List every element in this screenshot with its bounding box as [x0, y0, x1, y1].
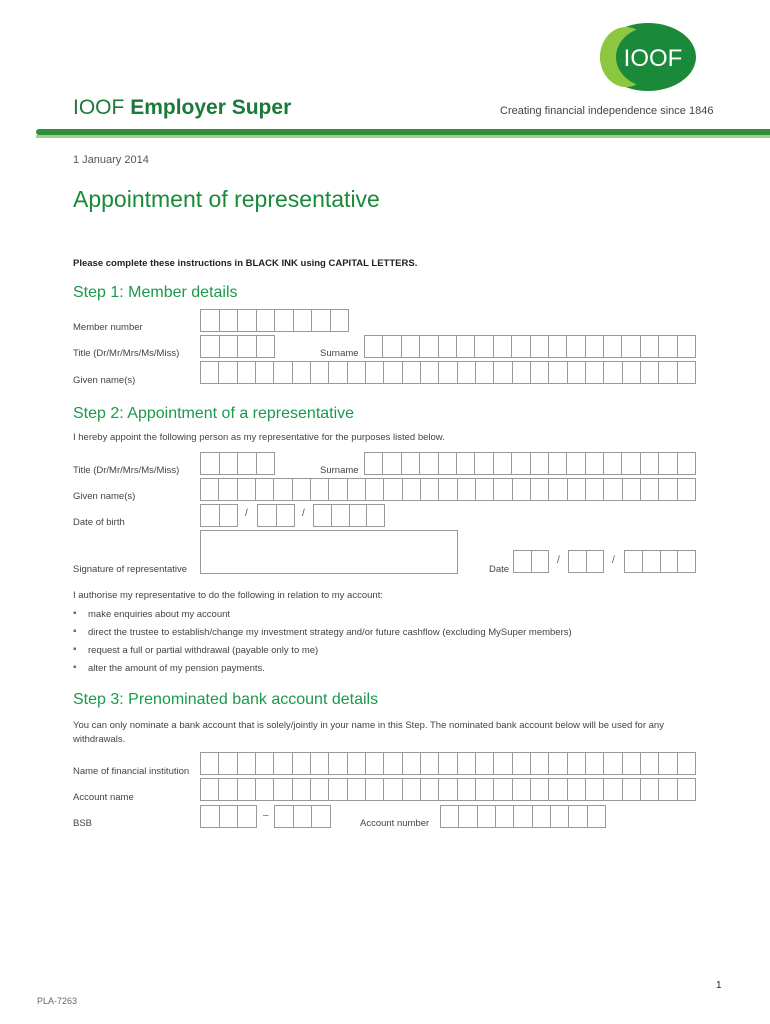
- institution-label: Name of financial institution: [73, 766, 190, 777]
- character-box[interactable]: [512, 336, 530, 357]
- sign-date-slash-1: /: [557, 555, 560, 566]
- character-box[interactable]: [567, 336, 585, 357]
- character-box[interactable]: [201, 479, 219, 500]
- character-box[interactable]: [365, 453, 383, 474]
- character-box[interactable]: [348, 779, 366, 800]
- character-box[interactable]: [366, 479, 384, 500]
- character-box[interactable]: [568, 362, 586, 383]
- sign-date-slash-2: /: [612, 555, 615, 566]
- character-box[interactable]: [439, 362, 457, 383]
- member-number-label: Member number: [73, 322, 143, 333]
- character-box[interactable]: [604, 453, 622, 474]
- list-item: ▪ direct the trustee to establish/change my investment strategy and/or future cashflow (excluding MySuper members): [73, 627, 572, 645]
- character-box[interactable]: [275, 806, 294, 827]
- character-box[interactable]: [588, 806, 605, 827]
- character-box[interactable]: [275, 310, 294, 331]
- rep-title-field[interactable]: [200, 452, 275, 475]
- institution-field[interactable]: [200, 752, 696, 775]
- given-names-label: Given name(s): [73, 375, 136, 386]
- list-item: ▪ alter the amount of my pension payments.: [73, 663, 572, 681]
- authorise-list: [73, 609, 572, 681]
- character-box[interactable]: [549, 362, 567, 383]
- character-box[interactable]: [293, 779, 311, 800]
- character-box[interactable]: [201, 505, 220, 526]
- character-box[interactable]: [476, 479, 494, 500]
- character-box[interactable]: [311, 479, 329, 500]
- dob-month-field[interactable]: [257, 504, 295, 527]
- member-title-field[interactable]: [200, 335, 275, 358]
- character-box[interactable]: [312, 806, 330, 827]
- list-item: ▪ make enquiries about my account: [73, 609, 572, 627]
- character-box[interactable]: [659, 362, 677, 383]
- dob-slash-1: /: [245, 508, 248, 519]
- character-box[interactable]: [238, 479, 256, 500]
- brand-title: [73, 96, 291, 120]
- character-box[interactable]: [678, 753, 695, 774]
- character-box[interactable]: [513, 779, 531, 800]
- character-box[interactable]: [641, 753, 659, 774]
- character-box[interactable]: [643, 551, 661, 572]
- page-number: 1: [716, 980, 722, 991]
- document-date: 1 January 2014: [73, 154, 149, 166]
- character-box[interactable]: [258, 505, 277, 526]
- character-box[interactable]: [568, 779, 586, 800]
- character-box[interactable]: [604, 753, 622, 774]
- character-box[interactable]: [277, 505, 295, 526]
- character-box[interactable]: [569, 551, 587, 572]
- character-box[interactable]: [623, 479, 641, 500]
- character-box[interactable]: [365, 336, 383, 357]
- character-box[interactable]: [459, 806, 477, 827]
- character-box[interactable]: [329, 753, 347, 774]
- character-box[interactable]: [366, 362, 384, 383]
- character-box[interactable]: [641, 453, 659, 474]
- character-box[interactable]: [201, 453, 220, 474]
- character-box[interactable]: [366, 779, 384, 800]
- sign-date-day-field[interactable]: [513, 550, 549, 573]
- character-box[interactable]: [494, 479, 512, 500]
- character-box[interactable]: [478, 806, 496, 827]
- step3-heading: Step 3: Prenominated bank account details: [73, 691, 379, 708]
- character-box[interactable]: [531, 479, 549, 500]
- character-box[interactable]: [568, 753, 586, 774]
- character-box[interactable]: [220, 453, 239, 474]
- list-item: ▪ request a full or partial withdrawal (payable only to me): [73, 645, 572, 663]
- character-box[interactable]: [201, 336, 220, 357]
- character-box[interactable]: [604, 336, 622, 357]
- character-box[interactable]: [604, 362, 622, 383]
- character-box[interactable]: [294, 806, 313, 827]
- character-box[interactable]: [220, 336, 239, 357]
- character-box[interactable]: [513, 362, 531, 383]
- brand-bold: Employer Super: [130, 96, 292, 119]
- character-box[interactable]: [312, 310, 331, 331]
- character-box[interactable]: [256, 753, 274, 774]
- character-box[interactable]: [348, 362, 366, 383]
- character-box[interactable]: [458, 779, 476, 800]
- account-number-label: Account number: [360, 818, 430, 829]
- rep-title-label: Title (Dr/Mr/Mrs/Ms/Miss): [73, 465, 180, 476]
- instructions: Please complete these instructions in BLACK INK using CAPITAL LETTERS.: [73, 258, 418, 269]
- character-box[interactable]: [238, 806, 256, 827]
- character-box[interactable]: [238, 453, 257, 474]
- character-box[interactable]: [220, 806, 239, 827]
- character-box[interactable]: [421, 779, 439, 800]
- character-box[interactable]: [332, 505, 350, 526]
- character-box[interactable]: [494, 336, 512, 357]
- dob-slash-2: /: [302, 508, 305, 519]
- header-rule-light: [36, 135, 770, 138]
- rep-surname-label: Surname: [320, 465, 359, 476]
- character-box[interactable]: [531, 453, 549, 474]
- account-name-field[interactable]: [200, 778, 696, 801]
- page-title: Appointment of representative: [73, 186, 380, 212]
- character-box[interactable]: [257, 453, 275, 474]
- bsb-field-1[interactable]: [200, 805, 257, 828]
- character-box[interactable]: [586, 779, 604, 800]
- character-box[interactable]: [294, 310, 313, 331]
- character-box[interactable]: [329, 779, 347, 800]
- character-box[interactable]: [661, 551, 679, 572]
- character-box[interactable]: [331, 310, 349, 331]
- character-box[interactable]: [587, 551, 604, 572]
- character-box[interactable]: [403, 779, 421, 800]
- character-box[interactable]: [458, 479, 476, 500]
- character-box[interactable]: [623, 779, 641, 800]
- character-box[interactable]: [586, 336, 604, 357]
- character-box[interactable]: [220, 505, 238, 526]
- ioof-logo: [596, 22, 696, 92]
- character-box[interactable]: [678, 779, 695, 800]
- character-box[interactable]: [531, 336, 549, 357]
- character-box[interactable]: [476, 779, 494, 800]
- character-box[interactable]: [586, 753, 604, 774]
- character-box[interactable]: [641, 336, 659, 357]
- character-box[interactable]: [350, 505, 368, 526]
- character-box[interactable]: [420, 336, 438, 357]
- character-box[interactable]: [514, 806, 532, 827]
- character-box[interactable]: [641, 779, 659, 800]
- step2-heading: Step 2: Appointment of a representative: [73, 405, 355, 422]
- character-box[interactable]: [314, 505, 332, 526]
- dob-day-field[interactable]: [200, 504, 238, 527]
- character-box[interactable]: [256, 479, 274, 500]
- character-box[interactable]: [238, 336, 257, 357]
- character-box[interactable]: [549, 336, 567, 357]
- character-box[interactable]: [420, 453, 438, 474]
- character-box[interactable]: [219, 779, 237, 800]
- step2-intro: I hereby appoint the following person as my representative for the purposes listed below.: [73, 432, 445, 443]
- bsb-label: BSB: [73, 818, 93, 829]
- character-box[interactable]: [659, 779, 677, 800]
- character-box[interactable]: [238, 310, 257, 331]
- character-box[interactable]: [439, 453, 457, 474]
- character-box[interactable]: [384, 779, 402, 800]
- character-box[interactable]: [366, 753, 384, 774]
- character-box[interactable]: [439, 479, 457, 500]
- character-box[interactable]: [384, 753, 402, 774]
- character-box[interactable]: [274, 362, 292, 383]
- character-box[interactable]: [496, 806, 514, 827]
- character-box[interactable]: [678, 336, 695, 357]
- character-box[interactable]: [257, 336, 275, 357]
- signature-label: Signature of representative: [73, 564, 188, 575]
- character-box[interactable]: [367, 505, 384, 526]
- character-box[interactable]: [659, 336, 677, 357]
- character-box[interactable]: [441, 806, 459, 827]
- character-box[interactable]: [201, 753, 219, 774]
- brand-prefix: IOOF: [73, 96, 125, 119]
- character-box[interactable]: [533, 806, 551, 827]
- character-box[interactable]: [678, 362, 695, 383]
- character-box[interactable]: [513, 479, 531, 500]
- character-box[interactable]: [458, 753, 476, 774]
- step1-heading: Step 1: Member details: [73, 284, 238, 301]
- character-box[interactable]: [586, 362, 604, 383]
- character-box[interactable]: [494, 779, 512, 800]
- character-box[interactable]: [659, 453, 677, 474]
- character-box[interactable]: [531, 362, 549, 383]
- character-box[interactable]: [586, 453, 604, 474]
- character-box[interactable]: [549, 753, 567, 774]
- character-box[interactable]: [201, 779, 219, 800]
- character-box[interactable]: [201, 362, 219, 383]
- account-name-label: Account name: [73, 792, 134, 803]
- character-box[interactable]: [274, 779, 292, 800]
- character-box[interactable]: [586, 479, 604, 500]
- character-box[interactable]: [678, 479, 695, 500]
- character-box[interactable]: [274, 479, 292, 500]
- sign-date-month-field[interactable]: [568, 550, 604, 573]
- character-box[interactable]: [604, 779, 622, 800]
- form-code: PLA-7263: [37, 996, 78, 1006]
- character-box[interactable]: [219, 362, 237, 383]
- character-box[interactable]: [641, 362, 659, 383]
- character-box[interactable]: [457, 336, 475, 357]
- character-box[interactable]: [403, 362, 421, 383]
- character-box[interactable]: [512, 453, 530, 474]
- character-box[interactable]: [623, 753, 641, 774]
- character-box[interactable]: [569, 806, 587, 827]
- sign-date-label: Date: [489, 564, 510, 575]
- character-box[interactable]: [201, 310, 220, 331]
- character-box[interactable]: [256, 362, 274, 383]
- character-box[interactable]: [458, 362, 476, 383]
- dob-label: Date of birth: [73, 517, 125, 528]
- surname-label: Surname: [320, 348, 359, 359]
- character-box[interactable]: [549, 479, 567, 500]
- character-box[interactable]: [384, 479, 402, 500]
- character-box[interactable]: [659, 753, 677, 774]
- character-box[interactable]: [494, 753, 512, 774]
- character-box[interactable]: [311, 753, 329, 774]
- sign-date-year-field[interactable]: [624, 550, 696, 573]
- rep-given-names-label: Given name(s): [73, 491, 136, 502]
- character-box[interactable]: [604, 479, 622, 500]
- character-box[interactable]: [513, 753, 531, 774]
- character-box[interactable]: [329, 362, 347, 383]
- account-number-field[interactable]: [440, 805, 606, 828]
- title-label: Title (Dr/Mr/Mrs/Ms/Miss): [73, 348, 180, 359]
- character-box[interactable]: [514, 551, 532, 572]
- member-surname-field[interactable]: [364, 335, 696, 358]
- character-box[interactable]: [678, 551, 695, 572]
- character-box[interactable]: [238, 779, 256, 800]
- character-box[interactable]: [384, 362, 402, 383]
- character-box[interactable]: [659, 479, 677, 500]
- character-box[interactable]: [476, 362, 494, 383]
- character-box[interactable]: [568, 479, 586, 500]
- step3-intro: You can only nominate a bank account that is solely/jointly in your name in this Step. The nominated bank account below will be used for any withdrawals.: [73, 720, 664, 745]
- authorise-text: I authorise my representative to do the following in relation to my account:: [73, 590, 383, 601]
- character-box[interactable]: [532, 551, 549, 572]
- character-box[interactable]: [238, 753, 256, 774]
- character-box[interactable]: [476, 753, 494, 774]
- character-box[interactable]: [293, 479, 311, 500]
- character-box[interactable]: [293, 362, 311, 383]
- character-box[interactable]: [531, 753, 549, 774]
- dob-year-field[interactable]: [313, 504, 385, 527]
- character-box[interactable]: [622, 336, 640, 357]
- character-box[interactable]: [623, 362, 641, 383]
- character-box[interactable]: [311, 362, 329, 383]
- character-box[interactable]: [219, 479, 237, 500]
- rep-surname-field[interactable]: [364, 452, 696, 475]
- rep-given-names-field[interactable]: [200, 478, 696, 501]
- bsb-dash: –: [263, 810, 269, 821]
- character-box[interactable]: [403, 479, 421, 500]
- character-box[interactable]: [567, 453, 585, 474]
- character-box[interactable]: [293, 753, 311, 774]
- character-box[interactable]: [201, 806, 220, 827]
- character-box[interactable]: [494, 453, 512, 474]
- character-box[interactable]: [475, 453, 493, 474]
- character-box[interactable]: [402, 453, 420, 474]
- character-box[interactable]: [439, 753, 457, 774]
- character-box[interactable]: [549, 453, 567, 474]
- character-box[interactable]: [402, 336, 420, 357]
- bsb-field-2[interactable]: [274, 805, 331, 828]
- character-box[interactable]: [457, 453, 475, 474]
- character-box[interactable]: [549, 779, 567, 800]
- character-box[interactable]: [219, 753, 237, 774]
- character-box[interactable]: [678, 453, 695, 474]
- character-box[interactable]: [421, 479, 439, 500]
- character-box[interactable]: [220, 310, 239, 331]
- character-box[interactable]: [274, 753, 292, 774]
- character-box[interactable]: [421, 753, 439, 774]
- character-box[interactable]: [348, 479, 366, 500]
- character-box[interactable]: [257, 310, 276, 331]
- character-box[interactable]: [551, 806, 569, 827]
- character-box[interactable]: [622, 453, 640, 474]
- character-box[interactable]: [311, 779, 329, 800]
- character-box[interactable]: [475, 336, 493, 357]
- character-box[interactable]: [625, 551, 643, 572]
- character-box[interactable]: [531, 779, 549, 800]
- logo-text: IOOF: [623, 45, 683, 72]
- member-number-field[interactable]: [200, 309, 349, 332]
- character-box[interactable]: [439, 779, 457, 800]
- character-box[interactable]: [256, 779, 274, 800]
- character-box[interactable]: [421, 362, 439, 383]
- character-box[interactable]: [439, 336, 457, 357]
- character-box[interactable]: [383, 336, 401, 357]
- signature-field[interactable]: [200, 530, 458, 574]
- character-box[interactable]: [641, 479, 659, 500]
- character-box[interactable]: [329, 479, 347, 500]
- character-box[interactable]: [238, 362, 256, 383]
- character-box[interactable]: [383, 453, 401, 474]
- character-box[interactable]: [494, 362, 512, 383]
- character-box[interactable]: [403, 753, 421, 774]
- tagline: Creating financial independence since 1846: [500, 105, 714, 117]
- character-box[interactable]: [348, 753, 366, 774]
- member-given-names-field[interactable]: [200, 361, 696, 384]
